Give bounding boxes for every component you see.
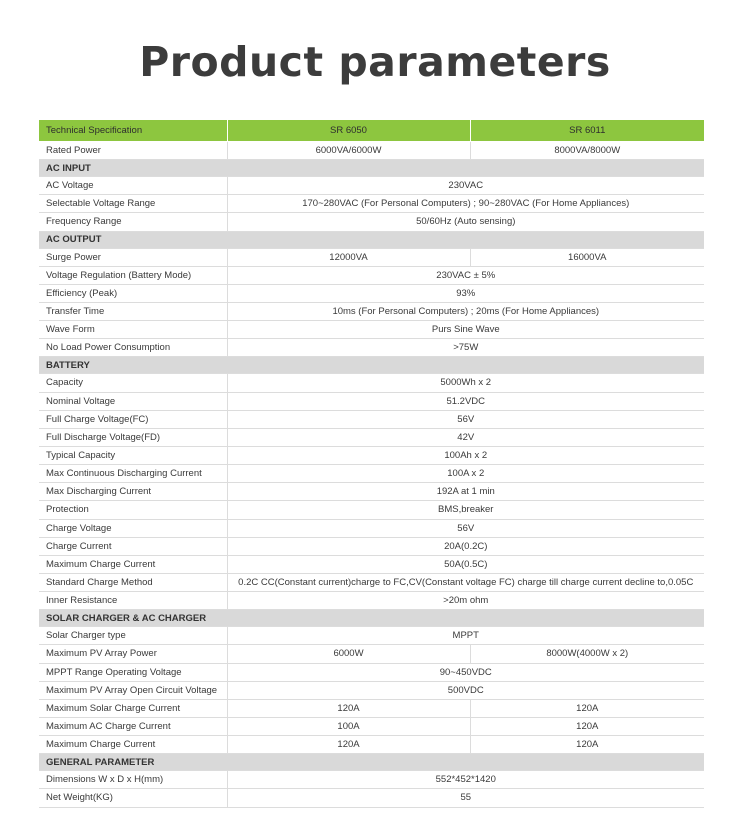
section-title: GENERAL PARAMETER — [39, 754, 704, 771]
table-row — [39, 374, 704, 392]
row-label: No Load Power Consumption — [39, 339, 227, 357]
table-row — [39, 519, 704, 537]
page-title: Product parameters — [139, 38, 611, 86]
section-title: BATTERY — [39, 357, 704, 374]
row-label: Max Continuous Discharging Current — [39, 465, 227, 483]
row-label: Protection — [39, 501, 227, 519]
table-row — [39, 483, 704, 501]
row-value: >75W — [227, 339, 704, 357]
row-value: 10ms (For Personal Computers) ; 20ms (For Home Appliances) — [227, 302, 704, 320]
table-row — [39, 284, 704, 302]
row-value: 230VAC — [227, 177, 704, 195]
table-row — [39, 592, 704, 610]
table-row — [39, 213, 704, 231]
table-row — [39, 248, 704, 266]
table-row — [39, 645, 704, 663]
row-label: Wave Form — [39, 321, 227, 339]
table-row — [39, 501, 704, 519]
row-label: Voltage Regulation (Battery Mode) — [39, 266, 227, 284]
table-row — [39, 195, 704, 213]
table-header — [39, 120, 704, 142]
row-label: AC Voltage — [39, 177, 227, 195]
row-label: Transfer Time — [39, 302, 227, 320]
row-label: Full Discharge Voltage(FD) — [39, 428, 227, 446]
row-value: >20m ohm — [227, 592, 704, 610]
row-label: Capacity — [39, 374, 227, 392]
row-value: 230VAC ± 5% — [227, 266, 704, 284]
row-value: 51.2VDC — [227, 392, 704, 410]
table-row — [39, 555, 704, 573]
row-value: 170~280VAC (For Personal Computers) ; 90~280VAC (For Home Appliances) — [227, 195, 704, 213]
header-model-2: SR 6011 — [470, 120, 704, 142]
row-value-model-2: 120A — [470, 736, 704, 754]
table-row — [39, 142, 704, 160]
row-label: Efficiency (Peak) — [39, 284, 227, 302]
table-row — [39, 302, 704, 320]
table-row — [39, 627, 704, 645]
section-header — [39, 160, 704, 177]
row-label: Maximum Solar Charge Current — [39, 699, 227, 717]
row-value-model-2: 8000VA/8000W — [470, 142, 704, 160]
section-title: SOLAR CHARGER & AC CHARGER — [39, 610, 704, 627]
row-label: Maximum PV Array Open Circuit Voltage — [39, 681, 227, 699]
row-value: 42V — [227, 428, 704, 446]
row-label: Solar Charger type — [39, 627, 227, 645]
row-label: Maximum Charge Current — [39, 555, 227, 573]
table-row — [39, 663, 704, 681]
section-header — [39, 357, 704, 374]
row-value-model-1: 120A — [227, 699, 470, 717]
row-value: 0.2C CC(Constant current)charge to FC,CV(Constant voltage FC) charge till charge current decline to,0.05C — [227, 573, 704, 591]
row-value: BMS,breaker — [227, 501, 704, 519]
row-value-model-1: 120A — [227, 736, 470, 754]
table-row — [39, 177, 704, 195]
row-value: MPPT — [227, 627, 704, 645]
header-model-1: SR 6050 — [227, 120, 470, 142]
row-label: Standard Charge Method — [39, 573, 227, 591]
row-value: 500VDC — [227, 681, 704, 699]
table-row — [39, 392, 704, 410]
row-label: Surge Power — [39, 248, 227, 266]
section-header — [39, 610, 704, 627]
table-row — [39, 465, 704, 483]
row-value-model-2: 120A — [470, 717, 704, 735]
table-row — [39, 573, 704, 591]
row-label: Charge Voltage — [39, 519, 227, 537]
row-label: Dimensions W x D x H(mm) — [39, 771, 227, 789]
section-header — [39, 231, 704, 248]
section-title: AC INPUT — [39, 160, 704, 177]
row-value: 100Ah x 2 — [227, 446, 704, 464]
table-row — [39, 266, 704, 284]
table-row — [39, 428, 704, 446]
table-row — [39, 736, 704, 754]
row-value: 50A(0.5C) — [227, 555, 704, 573]
row-label: Nominal Voltage — [39, 392, 227, 410]
row-value: Purs Sine Wave — [227, 321, 704, 339]
row-value: 5000Wh x 2 — [227, 374, 704, 392]
row-label: Selectable Voltage Range — [39, 195, 227, 213]
row-value: 50/60Hz (Auto sensing) — [227, 213, 704, 231]
row-label: Full Charge Voltage(FC) — [39, 410, 227, 428]
row-value-model-2: 16000VA — [470, 248, 704, 266]
row-value-model-2: 8000W(4000W x 2) — [470, 645, 704, 663]
row-label: Maximum Charge Current — [39, 736, 227, 754]
row-value: 56V — [227, 410, 704, 428]
row-value: 100A x 2 — [227, 465, 704, 483]
row-value: 55 — [227, 789, 704, 807]
row-value: 192A at 1 min — [227, 483, 704, 501]
row-label: Maximum AC Charge Current — [39, 717, 227, 735]
row-value: 90~450VDC — [227, 663, 704, 681]
row-value-model-2: 120A — [470, 699, 704, 717]
row-label: Max Discharging Current — [39, 483, 227, 501]
table-row — [39, 321, 704, 339]
row-value-model-1: 6000VA/6000W — [227, 142, 470, 160]
table-row — [39, 681, 704, 699]
table-row — [39, 410, 704, 428]
table-row — [39, 537, 704, 555]
table-row — [39, 771, 704, 789]
row-value-model-1: 6000W — [227, 645, 470, 663]
table-row — [39, 789, 704, 807]
section-header — [39, 754, 704, 771]
table-row — [39, 699, 704, 717]
row-value: 56V — [227, 519, 704, 537]
header-spec: Technical Specification — [39, 120, 227, 142]
row-label: Maximum PV Array Power — [39, 645, 227, 663]
row-value: 552*452*1420 — [227, 771, 704, 789]
spec-table — [39, 120, 704, 808]
row-value: 93% — [227, 284, 704, 302]
row-value-model-1: 12000VA — [227, 248, 470, 266]
row-label: Inner Resistance — [39, 592, 227, 610]
row-label: MPPT Range Operating Voltage — [39, 663, 227, 681]
row-value: 20A(0.2C) — [227, 537, 704, 555]
row-value-model-1: 100A — [227, 717, 470, 735]
section-title: AC OUTPUT — [39, 231, 704, 248]
row-label: Typical Capacity — [39, 446, 227, 464]
row-label: Frequency Range — [39, 213, 227, 231]
row-label: Charge Current — [39, 537, 227, 555]
row-label: Net Weight(KG) — [39, 789, 227, 807]
table-row — [39, 446, 704, 464]
table-row — [39, 339, 704, 357]
table-row — [39, 717, 704, 735]
row-label: Rated Power — [39, 142, 227, 160]
